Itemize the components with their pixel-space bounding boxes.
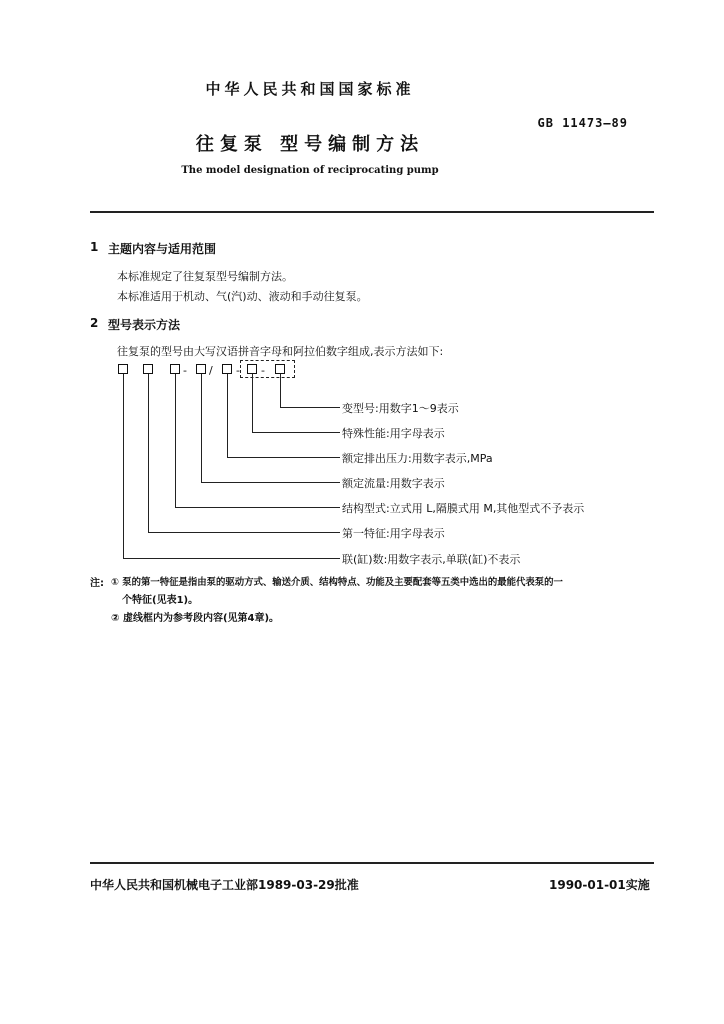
box-structure-type xyxy=(170,364,180,374)
leader-line xyxy=(252,432,340,433)
implementation-date: 1990-01-01实施 xyxy=(549,878,650,892)
leader-line xyxy=(175,374,176,507)
leader-line xyxy=(252,374,253,432)
label-structure-type: 结构型式:立式用 L,隔膜式用 M,其他型式不予表示 xyxy=(342,502,585,515)
box-rated-pressure xyxy=(222,364,232,374)
leader-line xyxy=(280,374,281,407)
box-variant-number xyxy=(275,364,285,374)
box-rated-flow xyxy=(196,364,206,374)
label-variant-number: 变型号:用数字1～9表示 xyxy=(342,402,459,415)
box-cylinder-count xyxy=(118,364,128,374)
leader-line xyxy=(227,457,340,458)
separator-dash: - xyxy=(183,364,187,377)
separator-dash: - xyxy=(261,364,265,377)
standard-number: GB 11473—89 xyxy=(537,116,628,130)
label-first-feature: 第一特征:用字母表示 xyxy=(342,527,445,540)
leader-line xyxy=(201,482,340,483)
section-2-intro: 往复泵的型号由大写汉语拼音字母和阿拉伯数字组成,表示方法如下: xyxy=(117,345,444,358)
leader-line xyxy=(123,374,124,558)
separator-dash: - xyxy=(236,364,240,377)
leader-line xyxy=(148,374,149,532)
leader-line xyxy=(123,558,340,559)
section-1-paragraph-2: 本标准适用于机动、气(汽)动、液动和手动往复泵。 xyxy=(117,290,368,303)
label-special-performance: 特殊性能:用字母表示 xyxy=(342,427,445,440)
header-rule xyxy=(90,211,654,213)
note-1-line-1: ① 泵的第一特征是指由泵的驱动方式、输送介质、结构特点、功能及主要配套等五类中选出的最能代表泵的一 xyxy=(111,577,563,588)
leader-line xyxy=(148,532,340,533)
box-first-feature xyxy=(143,364,153,374)
section-1-heading: 主题内容与适用范围 xyxy=(108,242,217,256)
label-rated-pressure: 额定排出压力:用数字表示,MPa xyxy=(342,452,493,465)
approval-statement: 中华人民共和国机械电子工业部1989-03-29批准 xyxy=(90,878,359,892)
section-1-paragraph-1: 本标准规定了往复泵型号编制方法。 xyxy=(117,270,293,283)
section-2-heading: 型号表示方法 xyxy=(108,318,181,332)
label-cylinder-count: 联(缸)数:用数字表示,单联(缸)不表示 xyxy=(342,553,521,566)
notes-prefix: 注: xyxy=(90,578,104,589)
separator-slash: / xyxy=(209,364,213,377)
national-standard-heading: 中华人民共和国国家标准 xyxy=(205,80,415,98)
label-rated-flow: 额定流量:用数字表示 xyxy=(342,477,445,490)
leader-line xyxy=(201,374,202,482)
leader-line xyxy=(227,374,228,457)
section-1-number: 1 xyxy=(90,240,99,254)
section-2-number: 2 xyxy=(90,316,99,330)
note-2: ② 虚线框内为参考段内容(见第4章)。 xyxy=(111,613,280,624)
leader-line xyxy=(280,407,340,408)
note-1-line-2: 个特征(见表1)。 xyxy=(122,595,199,606)
document-title-en: The model designation of reciprocating pump xyxy=(181,165,439,176)
document-title-cn: 往复泵 型号编制方法 xyxy=(195,134,425,155)
leader-line xyxy=(175,507,340,508)
footer-rule xyxy=(90,862,654,864)
box-special-performance xyxy=(247,364,257,374)
